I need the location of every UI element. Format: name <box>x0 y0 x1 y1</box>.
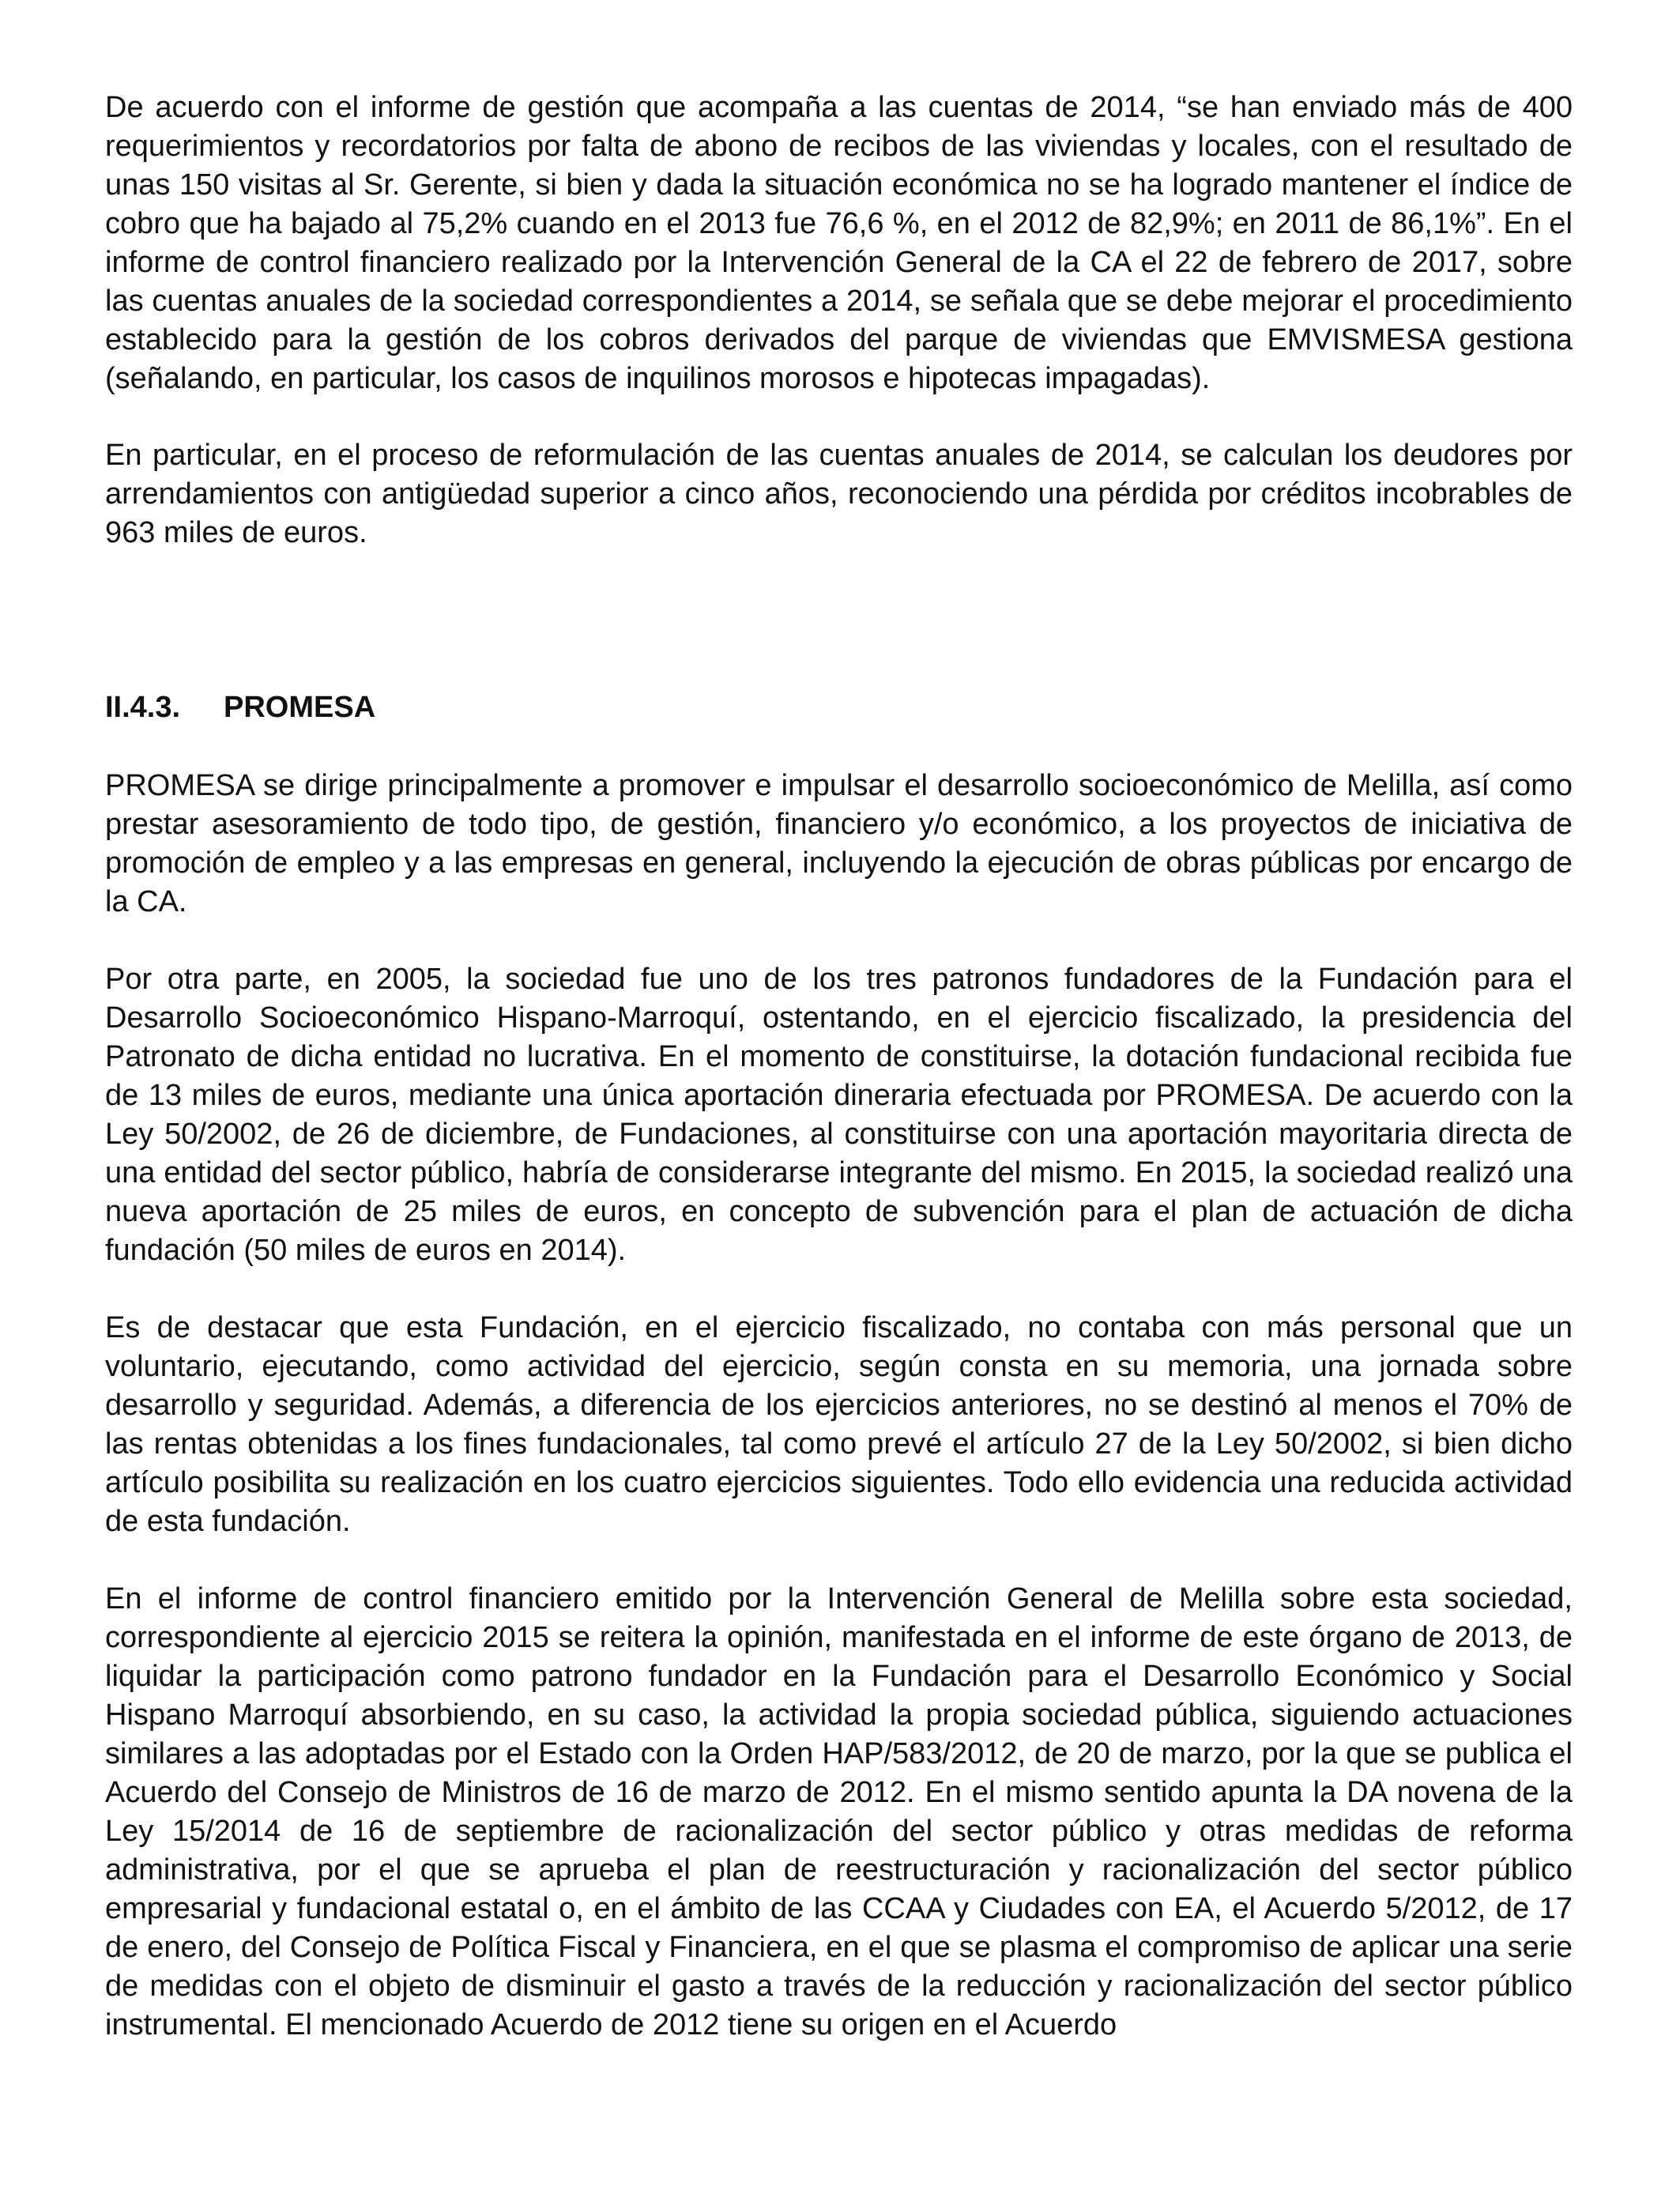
paragraph-fundacion-actividad: Es de destacar que esta Fundación, en el ejercicio fiscalizado, no contaba con más personal que un voluntario, ejecutando, como actividad del ejercicio, según consta en su memoria, una jornada sobre desarrollo y seguridad. Además, a diferencia de los ejercicios anteriores, no se destinó al menos el 70% de las rentas obtenidas a los fines fundacionales, tal como prevé el artículo 27 de la Ley 50/2002, si bien dicho artículo posibilita su realización en los cuatro ejercicios siguientes. Todo ello evidencia una reducida actividad de esta fundación. <box>105 1311 1573 1538</box>
paragraph-fundacion-patronos: Por otra parte, en 2005, la sociedad fue uno de los tres patronos fundadores de la Fundación para el Desarrollo Socioeconómico Hispano-Marroquí, ostentando, en el ejercicio fiscalizado, la presidencia del Patronato de dicha entidad no lucrativa. En el momento de constituirse, la dotación fundacional recibida fue de 13 miles de euros, mediante una única aportación dineraria efectuada por PROMESA. De acuerdo con la Ley 50/2002, de 26 de diciembre, de Fundaciones, al constituirse con una aportación mayoritaria directa de una entidad del sector público, habría de considerarse integrante del mismo. En 2015, la sociedad realizó una nueva aportación de 25 miles de euros, en concepto de subvención para el plan de actuación de dicha fundación (50 miles de euros en 2014). <box>105 963 1573 1267</box>
section-title: PROMESA <box>224 691 376 724</box>
paragraph-emvismesa-cobros: De acuerdo con el informe de gestión que acompaña a las cuentas de 2014, “se han enviado más de 400 requerimientos y recordatorios por falta de abono de recibos de las viviendas y locales, con el resultado de unas 150 visitas al Sr. Gerente, si bien y dada la situación económica no se ha logrado mantener el índice de cobro que ha bajado al 75,2% cuando en el 2013 fue 76,6 %, en el 2012 de 82,9%; en 2011 de 86,1%”. En el informe de control financiero realizado por la Intervención General de la CA el 22 de febrero de 2017, sobre las cuentas anuales de la sociedad correspondientes a 2014, se señala que se debe mejorar el procedimiento establecido para la gestión de los cobros derivados del parque de viviendas que EMVISMESA gestiona (señalando, en particular, los casos de inquilinos morosos e hipotecas impagadas). <box>105 91 1573 395</box>
section-number: II.4.3. <box>105 691 181 724</box>
paragraph-deudores-arrendamientos: En particular, en el proceso de reformulación de las cuentas anuales de 2014, se calculan los deudores por arrendamientos con antigüedad superior a cinco años, reconociendo una pérdida por créditos incobrables de 963 miles de euros. <box>105 439 1573 549</box>
paragraph-promesa-objeto: PROMESA se dirige principalmente a promover e impulsar el desarrollo socioeconómico de Melilla, así como prestar asesoramiento de todo tipo, de gestión, financiero y/o económico, a los proyectos de iniciativa de promoción de empleo y a las empresas en general, incluyendo la ejecución de obras públicas por encargo de la CA. <box>105 769 1573 918</box>
document-page <box>105 89 1573 2045</box>
section-heading <box>105 688 1573 727</box>
paragraph-control-financiero: En el informe de control financiero emitido por la Intervención General de Melilla sobre esta sociedad, correspondiente al ejercicio 2015 se reitera la opinión, manifestada en el informe de este órgano de 2013, de liquidar la participación como patrono fundador en la Fundación para el Desarrollo Económico y Social Hispano Marroquí absorbiendo, en su caso, la actividad la propia sociedad pública, siguiendo actuaciones similares a las adoptadas por el Estado con la Orden HAP/583/2012, de 20 de marzo, por la que se publica el Acuerdo del Consejo de Ministros de 16 de marzo de 2012. En el mismo sentido apunta la DA novena de la Ley 15/2014 de 16 de septiembre de racionalización del sector público y otras medidas de reforma administrativa, por el que se aprueba el plan de reestructuración y racionalización del sector público empresarial y fundacional estatal o, en el ámbito de las CCAA y Ciudades con EA, el Acuerdo 5/2012, de 17 de enero, del Consejo de Política Fiscal y Financiera, en el que se plasma el compromiso de aplicar una serie de medidas con el objeto de disminuir el gasto a través de la reducción y racionalización del sector público instrumental. El mencionado Acuerdo de 2012 tiene su origen en el Acuerdo <box>105 1582 1573 2041</box>
